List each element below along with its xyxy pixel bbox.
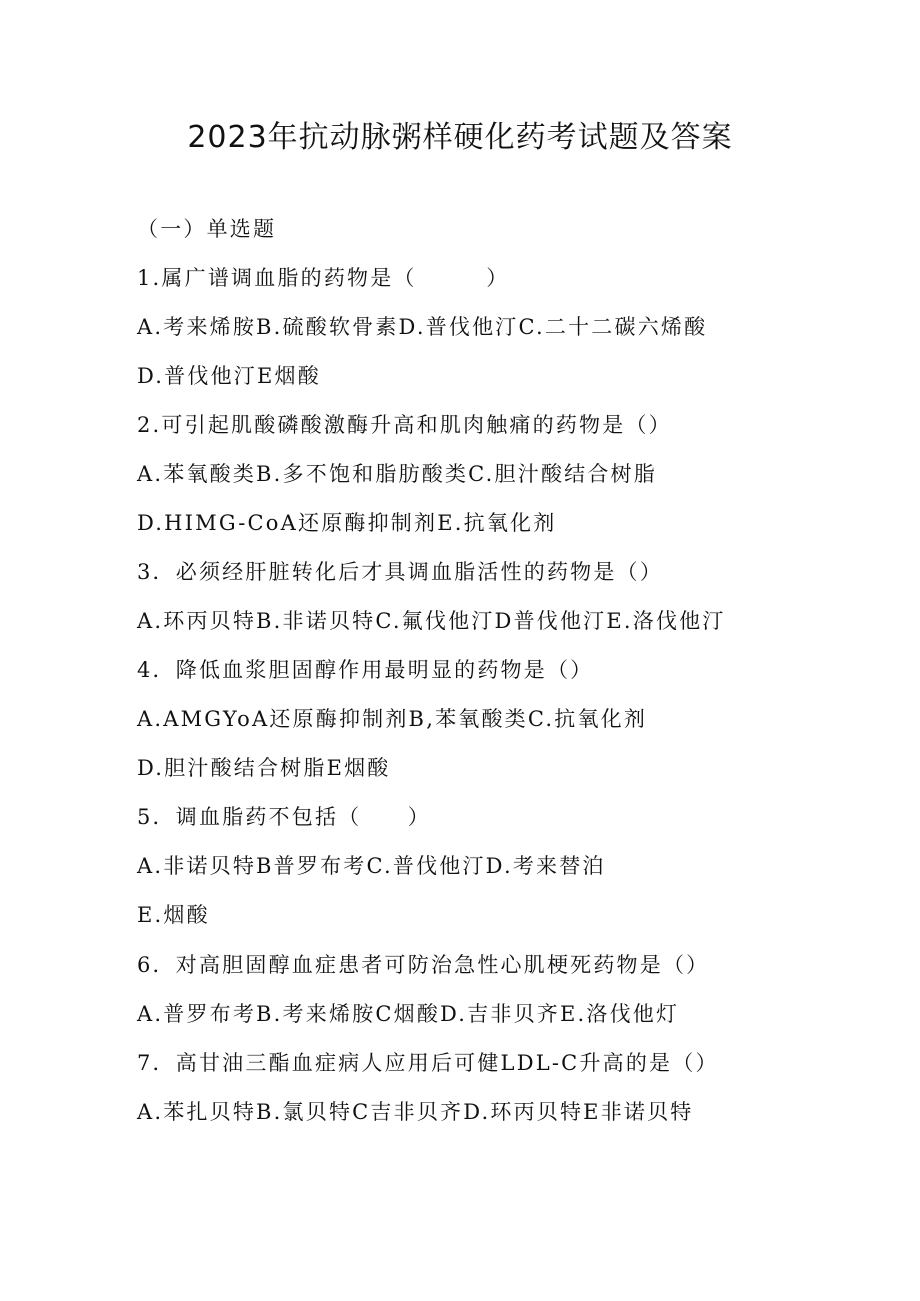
question-2-options-a: A.苯氧酸类B.多不饱和脂肪酸类C.胆汁酸结合树脂 xyxy=(137,462,657,486)
document-title: 2023年抗动脉粥样硬化药考试题及答案 xyxy=(187,120,733,155)
question-4: 4．降低血浆胆固醇作用最明显的药物是（） xyxy=(137,658,594,682)
question-5: 5．调血脂药不包括（ ） xyxy=(137,805,431,829)
question-2: 2.可引起肌酸磷酸激酶升高和肌肉触痛的药物是（） xyxy=(137,413,672,437)
question-5-options-a: A.非诺贝特B普罗布考C.普伐他汀D.考来替泊 xyxy=(137,854,606,878)
question-1-options-a: A.考来烯胺B.硫酸软骨素D.普伐他汀C.二十二碳六烯酸 xyxy=(137,315,708,339)
section-heading: （一）单选题 xyxy=(137,217,277,241)
question-7: 7．高甘油三酯血症病人应用后可健LDL-C升高的是（） xyxy=(137,1051,719,1075)
question-4-options-a: A.AMGYoA还原酶抑制剂B,苯氧酸类C.抗氧化剂 xyxy=(137,707,648,731)
question-1-options-b: D.普伐他汀E烟酸 xyxy=(137,364,321,388)
question-7-options: A.苯扎贝特B.氯贝特C吉非贝齐D.环丙贝特E非诺贝特 xyxy=(137,1100,694,1124)
question-3-options: A.环丙贝特B.非诺贝特C.氟伐他汀D普伐他汀E.洛伐他汀 xyxy=(137,609,726,633)
question-6: 6．对高胆固醇血症患者可防治急性心肌梗死药物是（） xyxy=(137,953,710,977)
question-3: 3．必须经肝脏转化后才具调血脂活性的药物是（） xyxy=(137,560,663,584)
question-1: 1.属广谱调血脂的药物是（ ） xyxy=(137,266,510,290)
question-6-options: A.普罗布考B.考来烯胺C烟酸D.吉非贝齐E.洛伐他灯 xyxy=(137,1002,680,1026)
question-2-options-b: D.HIMG-CoA还原酶抑制剂E.抗氧化剂 xyxy=(137,511,557,535)
question-4-options-b: D.胆汁酸结合树脂E烟酸 xyxy=(137,756,391,780)
question-5-options-b: E.烟酸 xyxy=(137,903,210,927)
